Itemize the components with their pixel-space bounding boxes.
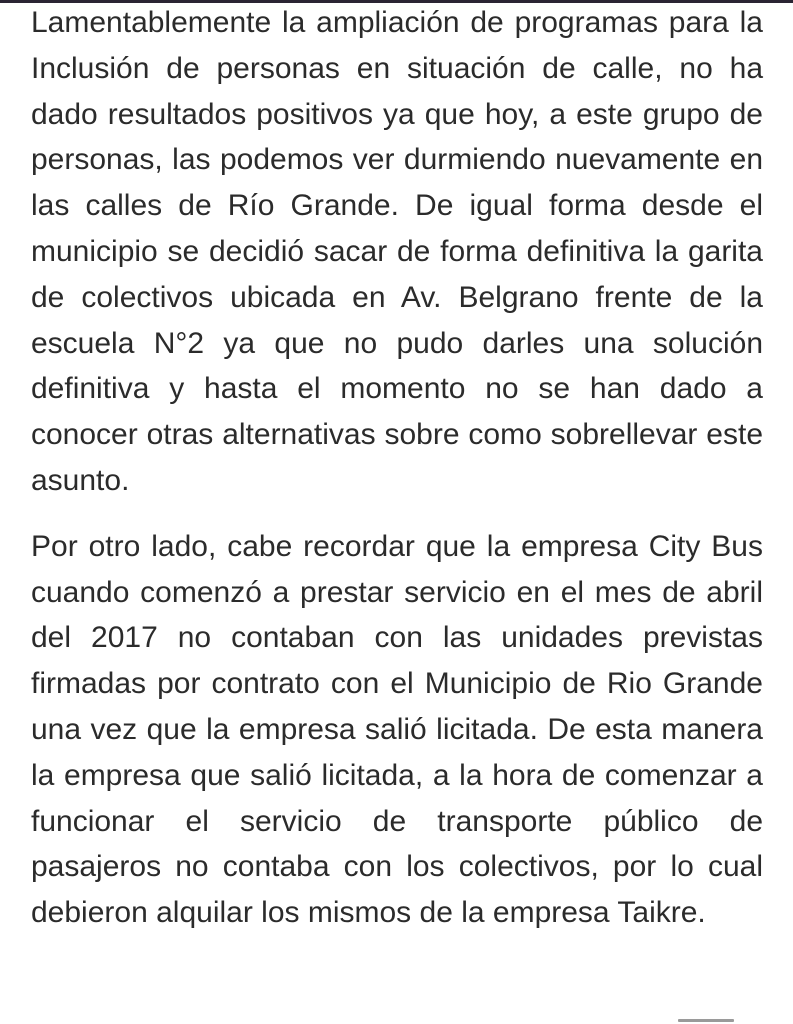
bottom-divider <box>678 1019 734 1022</box>
article-paragraph: Por otro lado, cabe recordar que la empresa City Bus cuando comenzó a prestar servicio en el mes de abril del 2017 no contaban con las unidades previstas firmadas por contrato con el Municipio de Rio Grande una vez que la empresa salió licitada. De esta manera la empresa que salió licitada, a la hora de comenzar a funcionar el servicio de transporte público de pasajeros no contaba con los colectivos, por lo cual debieron alquilar los mismos de la empresa Taikre. <box>31 529 763 930</box>
article-body <box>31 0 763 936</box>
article-paragraph: Lamentablemente la ampliación de programas para la Inclusión de personas en situación de calle, no ha dado resultados positivos ya que hoy, a este grupo de personas, las podemos ver durmiendo nuevamente en las calles de Río Grande. De igual forma desde el municipio se decidió sacar de forma definitiva la garita de colectivos ubicada en Av. Belgrano frente de la escuela N°2 ya que no pudo darles una solución definitiva y hasta el momento no se han dado a conocer otras alternativas sobre como sobrellevar este asunto. <box>31 6 763 497</box>
